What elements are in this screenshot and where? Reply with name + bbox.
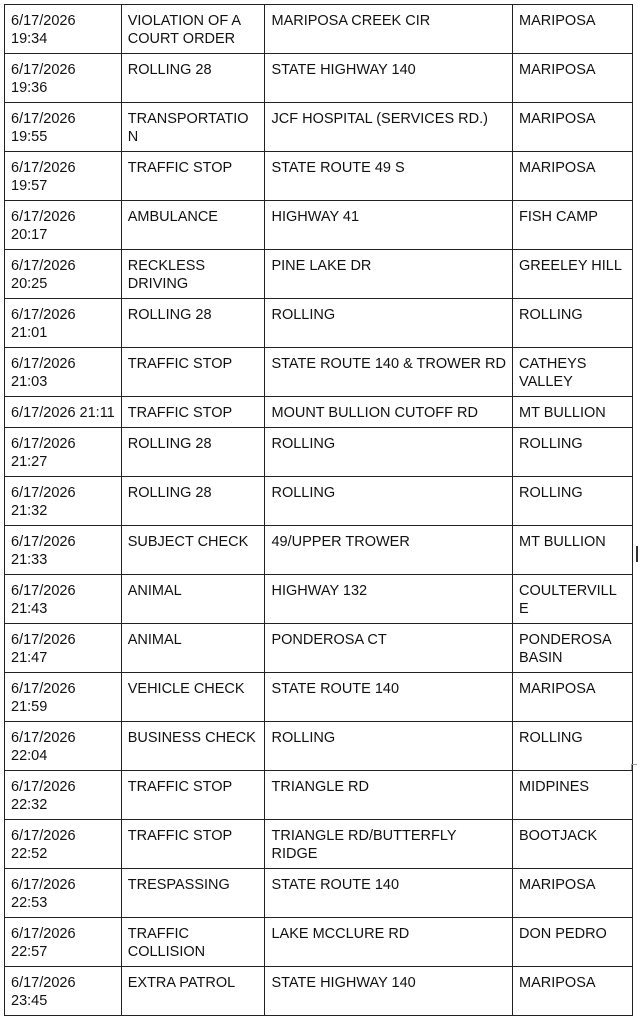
cell-area: MARIPOSA: [513, 967, 633, 1016]
cell-datetime: 6/17/2026 21:33: [5, 526, 122, 575]
cell-type: ROLLING 28: [121, 477, 265, 526]
cell-area: ROLLING: [513, 428, 633, 477]
cell-datetime: 6/17/2026 19:57: [5, 152, 122, 201]
cell-datetime: 6/17/2026 21:32: [5, 477, 122, 526]
table-row: [5, 250, 633, 299]
cell-area: MARIPOSA: [513, 152, 633, 201]
cell-type: AMBULANCE: [121, 201, 265, 250]
cell-location: MARIPOSA CREEK CIR: [265, 5, 513, 54]
table-row: [5, 201, 633, 250]
cell-area: ROLLING: [513, 477, 633, 526]
cell-type: TRANSPORTATION: [121, 103, 265, 152]
incident-log-table: [4, 4, 633, 1016]
cell-location: HIGHWAY 132: [265, 575, 513, 624]
cell-type: ROLLING 28: [121, 299, 265, 348]
cell-location: STATE ROUTE 140 & TROWER RD: [265, 348, 513, 397]
cell-type: ROLLING 28: [121, 428, 265, 477]
table-row: [5, 673, 633, 722]
incident-log-body: [5, 5, 633, 1016]
table-row: [5, 103, 633, 152]
cell-datetime: 6/17/2026 21:03: [5, 348, 122, 397]
cell-location: STATE HIGHWAY 140: [265, 54, 513, 103]
table-row: [5, 967, 633, 1016]
cell-area: COULTERVILLE: [513, 575, 633, 624]
cell-area: MARIPOSA: [513, 673, 633, 722]
cell-location: STATE ROUTE 49 S: [265, 152, 513, 201]
cell-area: CATHEYS VALLEY: [513, 348, 633, 397]
cell-type: BUSINESS CHECK: [121, 722, 265, 771]
cell-type: ANIMAL: [121, 575, 265, 624]
cell-area: MIDPINES: [513, 771, 633, 820]
cell-location: STATE ROUTE 140: [265, 673, 513, 722]
cell-datetime: 6/17/2026 21:59: [5, 673, 122, 722]
cell-area: BOOTJACK: [513, 820, 633, 869]
cell-datetime: 6/17/2026 22:53: [5, 869, 122, 918]
cell-type: RECKLESS DRIVING: [121, 250, 265, 299]
cell-location: 49/UPPER TROWER: [265, 526, 513, 575]
cell-datetime: 6/17/2026 21:47: [5, 624, 122, 673]
table-row: [5, 820, 633, 869]
table-row: [5, 477, 633, 526]
cell-location: ROLLING: [265, 299, 513, 348]
cell-area: GREELEY HILL: [513, 250, 633, 299]
cell-location: PINE LAKE DR: [265, 250, 513, 299]
cell-area: FISH CAMP: [513, 201, 633, 250]
cell-location: JCF HOSPITAL (SERVICES RD.): [265, 103, 513, 152]
cell-location: HIGHWAY 41: [265, 201, 513, 250]
cell-area: DON PEDRO: [513, 918, 633, 967]
cell-type: TRESPASSING: [121, 869, 265, 918]
cell-area: MARIPOSA: [513, 5, 633, 54]
cell-datetime: 6/17/2026 22:32: [5, 771, 122, 820]
cell-type: TRAFFIC STOP: [121, 152, 265, 201]
table-row: [5, 869, 633, 918]
cell-type: VIOLATION OF A COURT ORDER: [121, 5, 265, 54]
cell-datetime: 6/17/2026 19:36: [5, 54, 122, 103]
cell-datetime: 6/17/2026 22:52: [5, 820, 122, 869]
cell-datetime: 6/17/2026 19:55: [5, 103, 122, 152]
cell-area: ROLLING: [513, 722, 633, 771]
cell-type: TRAFFIC STOP: [121, 771, 265, 820]
cell-type: EXTRA PATROL: [121, 967, 265, 1016]
table-row: [5, 771, 633, 820]
cell-area: ROLLING: [513, 299, 633, 348]
cell-datetime: 6/17/2026 21:27: [5, 428, 122, 477]
cell-type: TRAFFIC STOP: [121, 397, 265, 428]
cell-datetime: 6/17/2026 20:17: [5, 201, 122, 250]
cell-type: TRAFFIC STOP: [121, 820, 265, 869]
cell-type: ANIMAL: [121, 624, 265, 673]
cell-location: TRIANGLE RD: [265, 771, 513, 820]
cell-location: ROLLING: [265, 428, 513, 477]
cell-area: MARIPOSA: [513, 54, 633, 103]
table-row: [5, 152, 633, 201]
table-row: [5, 918, 633, 967]
cell-datetime: 6/17/2026 21:01: [5, 299, 122, 348]
table-row: [5, 428, 633, 477]
cell-datetime: 6/17/2026 21:11: [5, 397, 122, 428]
cell-type: TRAFFIC STOP: [121, 348, 265, 397]
cell-type: ROLLING 28: [121, 54, 265, 103]
cell-datetime: 6/17/2026 20:25: [5, 250, 122, 299]
table-row: [5, 526, 633, 575]
cell-location: TRIANGLE RD/BUTTERFLY RIDGE: [265, 820, 513, 869]
cell-datetime: 6/17/2026 19:34: [5, 5, 122, 54]
table-row: [5, 348, 633, 397]
table-row: [5, 5, 633, 54]
cell-location: ROLLING: [265, 722, 513, 771]
cell-location: LAKE MCCLURE RD: [265, 918, 513, 967]
cell-area: MT BULLION: [513, 397, 633, 428]
table-row: [5, 54, 633, 103]
cell-area: MARIPOSA: [513, 869, 633, 918]
cell-location: PONDEROSA CT: [265, 624, 513, 673]
cell-type: SUBJECT CHECK: [121, 526, 265, 575]
table-row: [5, 722, 633, 771]
scroll-edge-marker: [636, 546, 638, 562]
cell-location: STATE HIGHWAY 140: [265, 967, 513, 1016]
cell-area: MARIPOSA: [513, 103, 633, 152]
cell-area: MT BULLION: [513, 526, 633, 575]
cell-area: PONDEROSA BASIN: [513, 624, 633, 673]
table-row: [5, 397, 633, 428]
cell-location: STATE ROUTE 140: [265, 869, 513, 918]
table-row: [5, 624, 633, 673]
cell-datetime: 6/17/2026 23:45: [5, 967, 122, 1016]
table-row: [5, 299, 633, 348]
cell-location: MOUNT BULLION CUTOFF RD: [265, 397, 513, 428]
table-row: [5, 575, 633, 624]
page-corner-marker: [631, 764, 637, 770]
cell-type: VEHICLE CHECK: [121, 673, 265, 722]
cell-datetime: 6/17/2026 22:57: [5, 918, 122, 967]
cell-datetime: 6/17/2026 22:04: [5, 722, 122, 771]
cell-type: TRAFFIC COLLISION: [121, 918, 265, 967]
cell-datetime: 6/17/2026 21:43: [5, 575, 122, 624]
cell-location: ROLLING: [265, 477, 513, 526]
